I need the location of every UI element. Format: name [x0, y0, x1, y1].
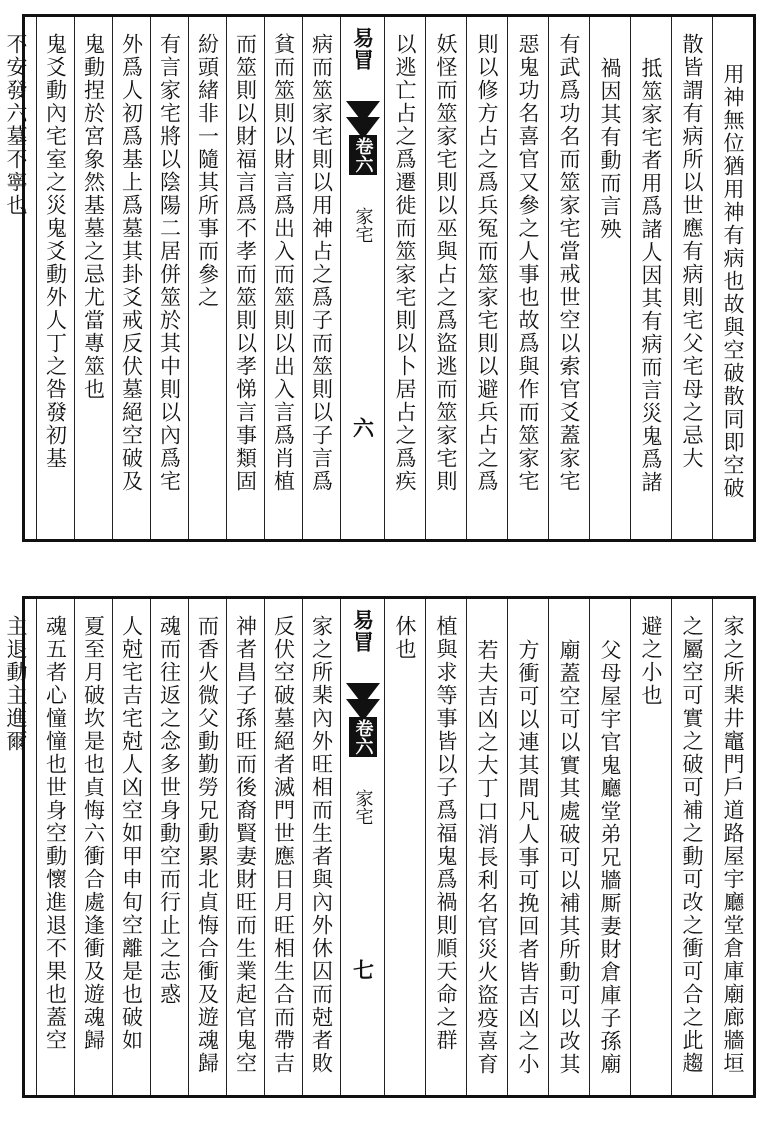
text-column	[74, 599, 112, 1095]
text-column	[589, 17, 630, 539]
top-page	[4, 14, 756, 542]
column-text: 有武爲功名而筮家宅當戒世空以索官爻蓋家宅	[557, 33, 581, 493]
text-column	[112, 17, 150, 539]
column-text: 方衝可以連其間凡人事可挽回者皆吉凶之小	[516, 639, 540, 1076]
center-fold	[340, 17, 384, 539]
volume-label: 卷六	[349, 717, 377, 757]
center-fold	[340, 599, 384, 1095]
column-text: 散皆謂有病所以世應有病則宅父宅母之忌大	[680, 33, 704, 470]
text-column	[226, 17, 264, 539]
column-text: 抵筮家宅者用爲諸人因其有病而言災鬼爲諸	[639, 57, 663, 494]
text-column	[384, 17, 425, 539]
text-column	[712, 599, 753, 1095]
text-column	[425, 599, 466, 1095]
text-column	[226, 599, 264, 1095]
column-text: 反伏空破墓絕者滅門世應日月旺相生合而帶吉	[271, 615, 296, 1075]
page-number: 七	[350, 959, 376, 980]
text-column	[589, 599, 630, 1095]
text-column	[264, 17, 302, 539]
column-text: 神者昌子孫旺而後裔賢妻財旺而生業起官鬼空	[233, 615, 258, 1075]
book-title: 易冒	[350, 609, 376, 653]
text-column	[112, 599, 150, 1095]
text-column	[548, 599, 589, 1095]
section-label: 家宅	[352, 789, 374, 825]
top-page-columns	[4, 17, 753, 539]
column-text: 家之所棐內外旺相而生者與內外休囚而尅者敗	[309, 615, 334, 1075]
section-label: 家宅	[352, 207, 374, 243]
column-text: 則以修方占之爲兵冤而筮家宅則以避兵占之爲	[475, 33, 499, 493]
page-number: 六	[350, 417, 376, 438]
column-text: 禍因其有動而言殃	[598, 57, 622, 241]
column-text: 廟蓋空可以實其處破可以補其所動可以改其	[557, 639, 581, 1076]
text-column	[548, 17, 589, 539]
column-text: 魂而往返之念多世身動空而行止之志惑	[157, 615, 182, 1006]
text-column	[150, 17, 188, 539]
text-column	[712, 17, 753, 539]
column-text: 貧而筮則以財言爲出入而筮則以出入言爲肖植	[271, 33, 296, 493]
column-text: 有言家宅將以陰陽二居併筮於其中則以內爲宅	[157, 33, 182, 493]
text-column	[74, 17, 112, 539]
column-text: 家之所棐井竈門戶道路屋宇廳堂倉庫廟廊牆垣	[721, 615, 745, 1075]
bottom-page	[4, 596, 756, 1098]
text-column	[507, 17, 548, 539]
column-text: 休也	[393, 615, 417, 661]
column-text: 外爲人初爲基上爲墓其卦爻戒反伏墓絕空破及	[119, 33, 144, 493]
column-text: 植與求等事皆以子爲福鬼爲禍則順天命之群	[434, 615, 458, 1052]
text-column	[36, 17, 74, 539]
column-text: 魂五者心憧憧也世身空動懷進退不果也蓋空	[43, 615, 68, 1052]
text-column	[466, 599, 507, 1095]
book-title: 易冒	[350, 27, 376, 71]
column-text: 若夫吉凶之大丁口消長利名官災火盜疫喜育	[475, 639, 499, 1076]
text-column	[507, 599, 548, 1095]
text-column	[630, 599, 671, 1095]
text-column	[188, 17, 226, 539]
column-text: 之屬空可實之破可補之動可改之衝可合之此趨	[680, 615, 704, 1075]
text-column	[0, 599, 36, 1095]
column-text: 以逃亡占之爲遷徙而筮家宅則以卜居占之爲疾	[393, 33, 417, 493]
column-text: 不安發六墓不寧也	[4, 33, 28, 217]
column-text: 父母屋宇官鬼廳堂弟兄牆厮妻財倉庫子孫廟	[598, 639, 622, 1076]
text-column	[425, 17, 466, 539]
volume-label: 卷六	[349, 135, 377, 175]
text-column	[36, 599, 74, 1095]
text-column	[671, 599, 712, 1095]
text-column	[264, 599, 302, 1095]
text-column	[302, 599, 340, 1095]
column-text: 人尅宅吉宅尅人凶空如甲申旬空離是也破如	[119, 615, 144, 1052]
text-column	[0, 17, 36, 539]
text-column	[671, 17, 712, 539]
text-column	[466, 17, 507, 539]
column-text: 避之小也	[639, 615, 663, 707]
text-column	[630, 17, 671, 539]
column-text: 病而筮家宅則以用神占之爲子而筮則以子言爲	[309, 33, 334, 493]
column-text: 鬼動捏於宮象然基墓之忌尤當專筮也	[81, 33, 106, 401]
text-column	[188, 599, 226, 1095]
text-column	[384, 599, 425, 1095]
text-column	[150, 599, 188, 1095]
column-text: 夏至月破坎是也貞悔六衝合處逢衝及遊魂歸	[81, 615, 106, 1052]
column-text: 惡鬼功名喜官又參之人事也故爲與作而筮家宅	[516, 33, 540, 493]
bottom-page-columns	[4, 599, 753, 1095]
column-text: 而香火微父動勤勞兄動累北貞悔合衝及遊魂歸	[195, 615, 220, 1075]
column-text: 紛頭緒非一隨其所事而參之	[195, 33, 220, 309]
column-text: 鬼爻動內宅室之災鬼爻動外人丁之咎發初基	[43, 33, 68, 470]
column-text: 用神無位猶用神有病也故與空破散同即空破	[721, 63, 745, 500]
column-text: 而筮則以財福言爲不孝而筮則以孝悌言事類固	[233, 33, 258, 493]
column-text: 主退動主進爾	[4, 615, 28, 753]
text-column	[302, 17, 340, 539]
column-text: 妖怪而筮家宅則以巫與占之爲盜逃而筮家宅則	[434, 33, 458, 493]
